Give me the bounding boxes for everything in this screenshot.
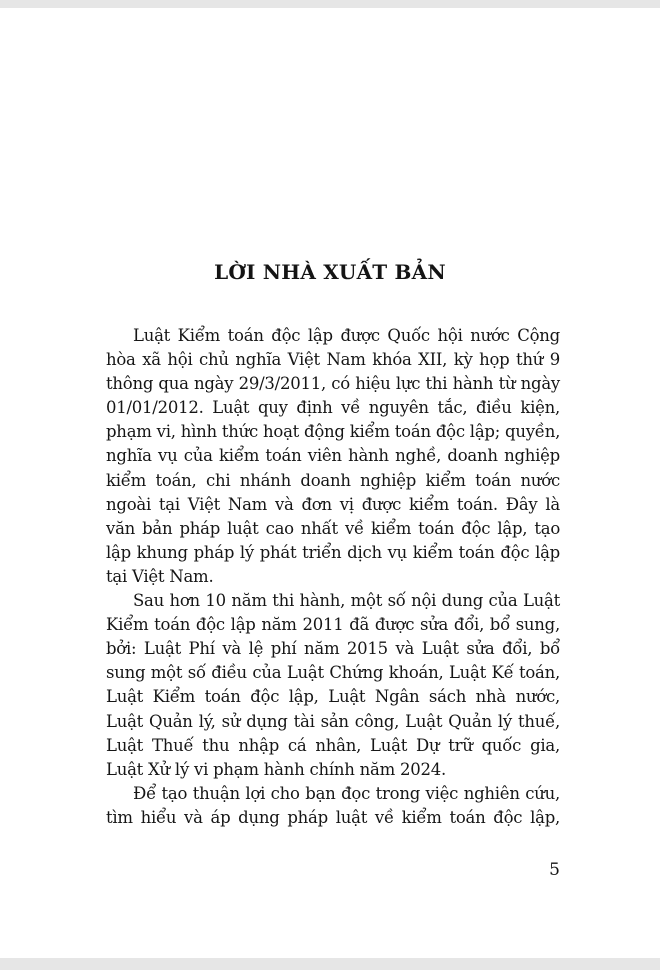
text-line: văn bản pháp luật cao nhất về kiểm toán độc lập, tạo [106, 518, 560, 538]
text-line: hòa xã hội chủ nghĩa Việt Nam khóa XII, kỳ họp thứ 9 [106, 350, 560, 370]
text-line: ngoài tại Việt Nam và đơn vị được kiểm toán. Đây là [106, 494, 560, 514]
text-line: tìm hiểu và áp dụng pháp luật về kiểm toán độc lập, [106, 807, 560, 827]
document-page [0, 8, 660, 958]
text-line: lập khung pháp lý phát triển dịch vụ kiểm toán độc lập [106, 542, 560, 562]
text-line: Luật Kiểm toán độc lập được Quốc hội nước Cộng [133, 326, 560, 345]
text-line: Sau hơn 10 năm thi hành, một số nội dung của Luật [133, 591, 560, 611]
text-line: thông qua ngày 29/3/2011, có hiệu lực thi hành từ ngày [106, 374, 560, 394]
text-line: Luật Quản lý, sử dụng tài sản công, Luật Quản lý thuế, [106, 711, 560, 731]
text-line: kiểm toán, chi nhánh doanh nghiệp kiểm toán nước [106, 470, 560, 490]
text-line: Luật Kiểm toán độc lập, Luật Ngân sách nhà nước, [106, 687, 560, 707]
text-line: nghĩa vụ của kiểm toán viên hành nghề, doanh nghiệp [106, 446, 560, 466]
page-title: LỜI NHÀ XUẤT BẢN [214, 260, 446, 284]
body-text [106, 324, 560, 830]
text-line: Để tạo thuận lợi cho bạn đọc trong việc nghiên cứu, [133, 783, 560, 803]
text-line: Luật Thuế thu nhập cá nhân, Luật Dự trữ quốc gia, [106, 735, 560, 755]
text-line: tại Việt Nam. [106, 566, 214, 586]
text-line: Kiểm toán độc lập năm 2011 đã được sửa đổi, bổ sung, [106, 615, 560, 635]
text-line: 01/01/2012. Luật quy định về nguyên tắc, điều kiện, [106, 398, 560, 418]
text-line: bởi: Luật Phí và lệ phí năm 2015 và Luật sửa đổi, bổ [106, 639, 560, 659]
text-line: phạm vi, hình thức hoạt động kiểm toán độc lập; quyền, [106, 422, 561, 442]
text-line: Luật Xử lý vi phạm hành chính năm 2024. [106, 759, 446, 779]
page-number: 5 [549, 860, 560, 880]
text-line: sung một số điều của Luật Chứng khoán, Luật Kế toán, [106, 663, 560, 683]
